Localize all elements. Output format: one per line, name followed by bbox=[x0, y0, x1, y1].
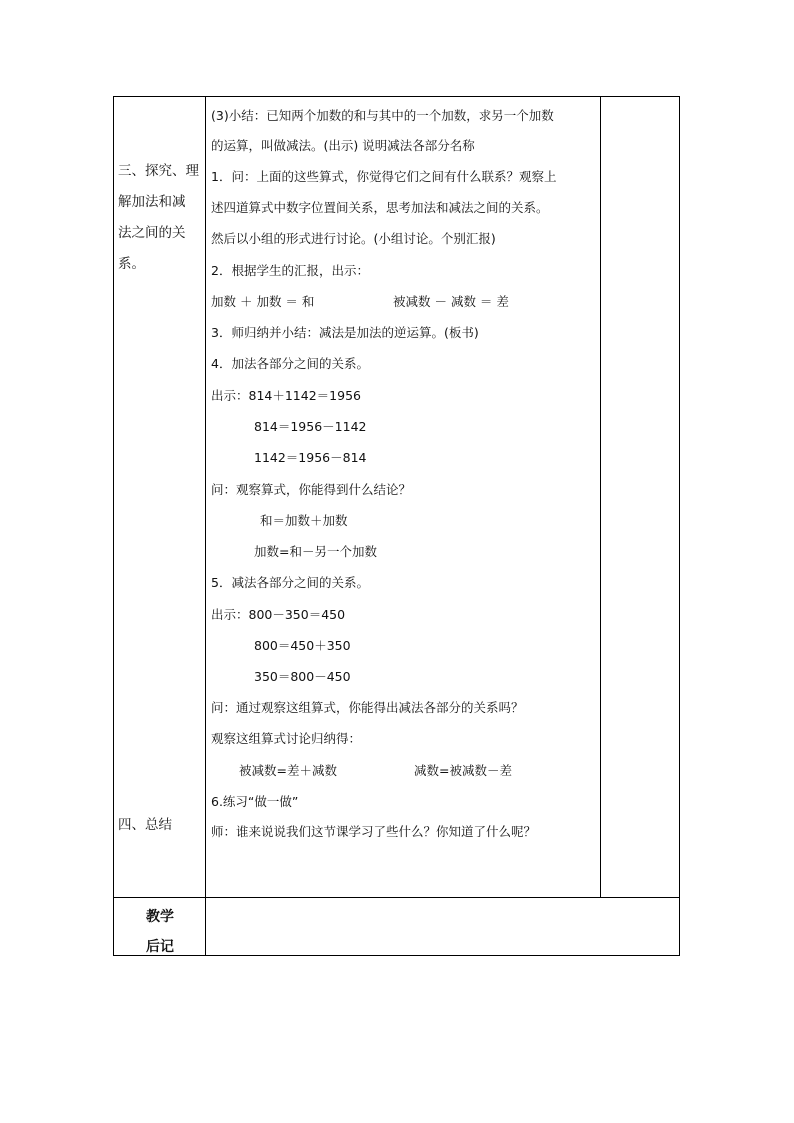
teaching-notes-label bbox=[118, 902, 202, 962]
text-line: 5．减法各部分之间的关系。 bbox=[211, 575, 369, 590]
equation: 被减数=差＋减数 bbox=[239, 763, 337, 778]
section-four-label: 四、总结 bbox=[118, 817, 172, 833]
text-line: 问：通过观察这组算式，你能得出减法各部分的关系吗？ bbox=[211, 700, 524, 715]
subtraction-names: 被减数 － 减数 ＝ 差 bbox=[393, 294, 509, 309]
text-line: 师：谁来说说我们这节课学习了些什么？你知道了什么呢？ bbox=[211, 824, 537, 839]
teaching-notes-line: 后记 bbox=[146, 939, 174, 955]
addition-names: 加数 ＋ 加数 ＝ 和 bbox=[211, 294, 315, 309]
section-three-line: 系。 bbox=[118, 256, 145, 272]
equation: 814＝1956－1142 bbox=[254, 419, 367, 434]
column-divider-left bbox=[205, 96, 206, 956]
section-three-line: 解加法和减 bbox=[118, 194, 186, 210]
text-line: 2．根据学生的汇报，出示： bbox=[211, 263, 369, 278]
section-three-line: 三、探究、理 bbox=[118, 163, 199, 179]
text-line: 述四道算式中数字位置间关系，思考加法和减法之间的关系。 bbox=[211, 200, 549, 215]
teaching-notes-line: 教学 bbox=[146, 909, 174, 925]
equation: 350＝800－450 bbox=[254, 669, 351, 684]
equation: 加数=和－另一个加数 bbox=[254, 544, 377, 559]
text-line: 1．问：上面的这些算式，你觉得它们之间有什么联系？观察上 bbox=[211, 169, 557, 184]
text-line: 3．师归纳并小结：减法是加法的逆运算。(板书) bbox=[211, 325, 479, 340]
column-divider-right bbox=[600, 96, 601, 898]
text-line: 观察这组算式讨论归纳得： bbox=[211, 731, 362, 746]
equation: 出示：814＋1142＝1956 bbox=[211, 388, 361, 403]
equation: 减数=被减数－差 bbox=[414, 763, 512, 778]
text-line: 问：观察算式，你能得到什么结论？ bbox=[211, 482, 412, 497]
section-three-label bbox=[118, 156, 202, 280]
text-line: 4．加法各部分之间的关系。 bbox=[211, 356, 369, 371]
text-line: (3)小结：已知两个加数的和与其中的一个加数，求另一个加数 bbox=[211, 108, 554, 123]
equation: 和＝加数＋加数 bbox=[260, 513, 348, 528]
text-line: 的运算，叫做减法。(出示) 说明减法各部分名称 bbox=[211, 138, 475, 153]
equation: 800＝450＋350 bbox=[254, 638, 351, 653]
row-divider bbox=[113, 897, 680, 898]
section-three-line: 法之间的关 bbox=[118, 225, 186, 241]
text-line: 6.练习“做一做” bbox=[211, 794, 299, 809]
text-line: 然后以小组的形式进行讨论。(小组讨论。个别汇报) bbox=[211, 231, 496, 246]
equation: 1142＝1956－814 bbox=[254, 450, 367, 465]
equation: 出示：800－350＝450 bbox=[211, 607, 346, 622]
